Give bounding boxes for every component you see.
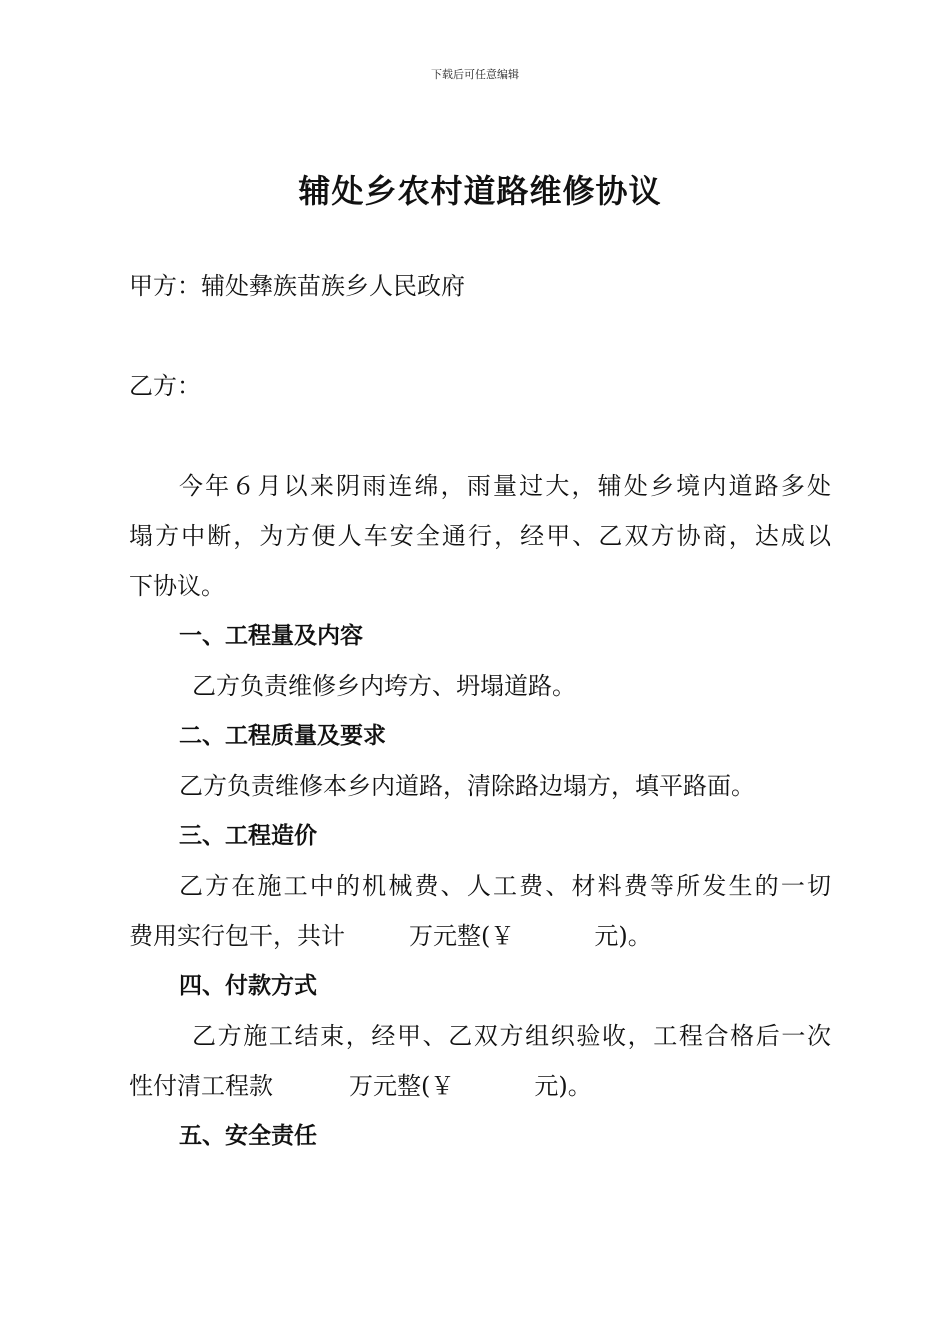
section-1-heading: 一、工程量及内容: [179, 623, 363, 649]
section-3-text-b: 万元整(￥: [409, 922, 515, 950]
section-4-heading: 四、付款方式: [179, 973, 317, 999]
intro-line-3: 下协议。: [129, 572, 225, 600]
section-4-line-1: 乙方施工结束，经甲、乙双方组织验收，工程合格后一次: [192, 1022, 831, 1050]
section-2-heading: 二、工程质量及要求: [179, 723, 386, 749]
section-5-heading: 五、安全责任: [179, 1123, 317, 1149]
section-3-heading: 三、工程造价: [179, 823, 317, 849]
section-1-body: 乙方负责维修乡内垮方、坍塌道路。: [192, 672, 576, 700]
document-title: 辅处乡农村道路维修协议: [298, 172, 662, 210]
section-3-line-2: [129, 921, 652, 951]
section-4-text-b: 万元整(￥: [349, 1072, 455, 1100]
party-b-line: 乙方：: [129, 372, 201, 400]
intro-line-1: 今年６月以来阴雨连绵，雨量过大，辅处乡境内道路多处: [179, 472, 831, 500]
party-a-line: 甲方：辅处彝族苗族乡人民政府: [129, 272, 465, 300]
section-4-text-a: 性付清工程款: [129, 1072, 273, 1100]
section-3-line-1: 乙方在施工中的机械费、人工费、材料费等所发生的一切: [179, 872, 831, 900]
intro-line-2: 塌方中断，为方便人车安全通行，经甲、乙双方协商，达成以: [129, 522, 831, 550]
section-3-text-a: 费用实行包干，共计: [129, 922, 345, 950]
header-note: 下载后可任意编辑: [431, 68, 519, 81]
section-4-text-c: 元)。: [534, 1072, 592, 1100]
section-3-text-c: 元)。: [594, 922, 652, 950]
section-4-line-2: [129, 1071, 592, 1101]
section-2-body: 乙方负责维修本乡内道路，清除路边塌方，填平路面。: [179, 772, 755, 800]
